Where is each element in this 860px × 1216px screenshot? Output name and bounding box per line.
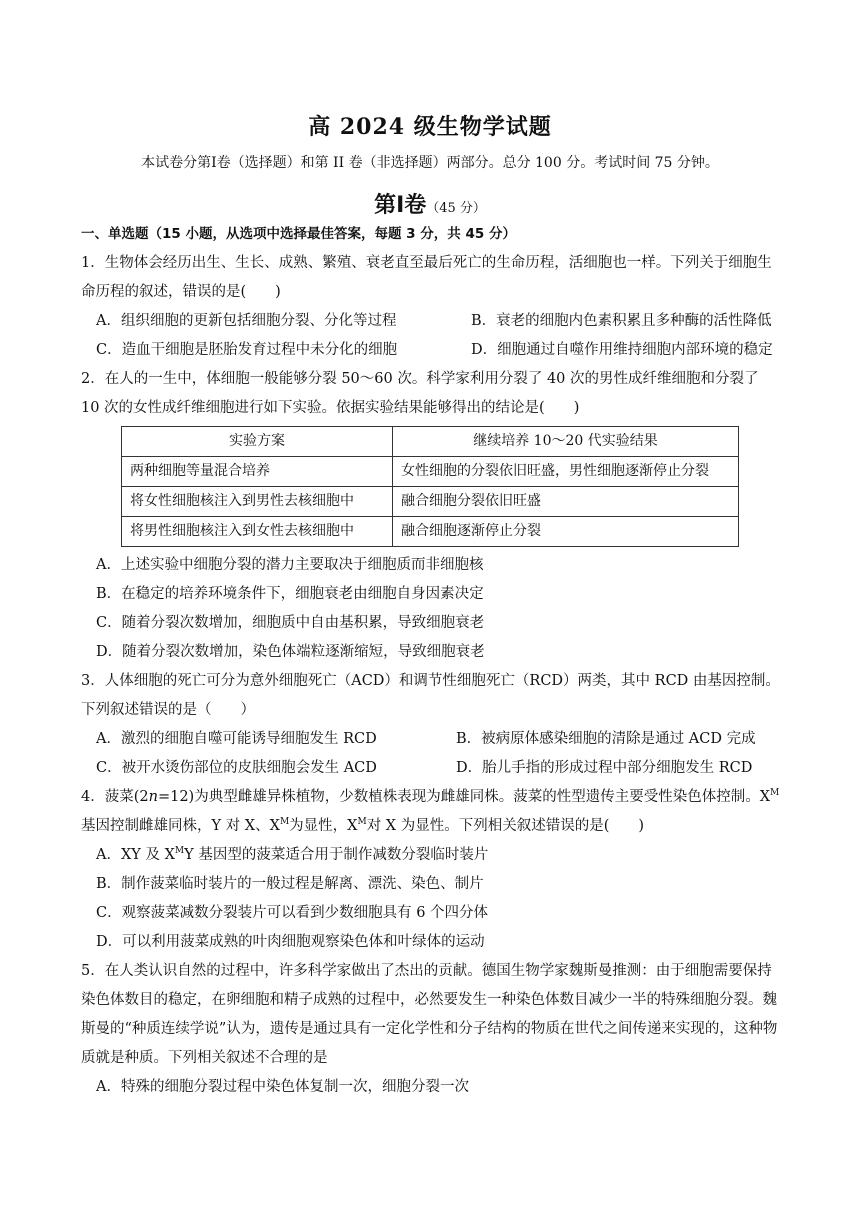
q1-option-c: C．造血干细胞是胚胎发育过程中未分化的细胞	[96, 342, 398, 358]
q4-stem-variable: n	[148, 789, 158, 805]
table-cell: 两种细胞等量混合培养	[122, 457, 393, 487]
q1-options-row2	[81, 336, 781, 365]
table-header-row	[122, 427, 739, 457]
q3-options-row1	[81, 725, 781, 754]
q1-options-row1	[81, 307, 781, 336]
q4-option-a-text: Y 基因型的菠菜适合用于制作减数分裂临时装片	[184, 847, 489, 863]
q1-option-b: B．衰老的细胞内色素积累且多种酶的活性降低	[471, 313, 772, 329]
q4-stem-text: 对 X 为显性。下列相关叙述错误的是( )	[366, 818, 645, 834]
q4-superscript: M	[279, 817, 290, 827]
section-heading	[0, 188, 860, 219]
part-heading: 一、单选题（15 小题，从选项中选择最佳答案，每题 3 分，共 45 分）	[81, 226, 516, 242]
q4-option-a	[81, 841, 781, 870]
q4-option-b: B．制作菠菜临时装片的一般过程是解离、漂洗、染色、制片	[96, 876, 484, 892]
table-row	[122, 517, 739, 547]
q4-stem-text: 为显性，X	[289, 818, 358, 834]
questions	[81, 220, 781, 1102]
section-name: 第Ⅰ卷	[374, 193, 427, 218]
q4-stem-text: X	[759, 789, 771, 805]
table-cell: 融合细胞逐渐停止分裂	[393, 517, 739, 547]
table-cell: 将女性细胞核注入到男性去核细胞中	[122, 487, 393, 517]
q4-option-d: D．可以利用菠菜成熟的叶肉细胞观察染色体和叶绿体的运动	[96, 934, 485, 950]
table-header-cell: 实验方案	[122, 427, 393, 457]
q4-superscript: M	[770, 788, 780, 798]
q3-option-b: B．被病原体感染细胞的清除是通过 ACD 完成	[456, 731, 756, 747]
q3-option-a: A．激烈的细胞自噬可能诱导细胞发生 RCD	[96, 731, 377, 747]
table-cell: 将男性细胞核注入到女性去核细胞中	[122, 517, 393, 547]
q5-stem: 5．在人类认识自然的过程中，许多科学家做出了杰出的贡献。德国生物学家魏斯曼推测：由于细胞需要保持染色体数目的稳定，在卵细胞和精子成熟的过程中，必然要发生一种染色体数目减少一半的特殊细胞分裂。魏斯曼的“种质连续学说”认为，遗传是通过具有一定化学性和分子结构的物质在世代之间传递来实现的，这种物质就是种质。下列相关叙述不合理的是	[81, 963, 778, 1066]
q4-superscript: M	[174, 846, 185, 856]
table-cell: 融合细胞分裂依旧旺盛	[393, 487, 739, 517]
q3-option-c: C．被开水烫伤部位的皮肤细胞会发生 ACD	[96, 760, 377, 776]
q2-experiment-table	[121, 426, 739, 547]
q3-option-d: D．胎儿手指的形成过程中部分细胞发生 RCD	[456, 760, 753, 776]
q2-option-d: D．随着分裂次数增加，染色体端粒逐渐缩短，导致细胞衰老	[96, 644, 485, 660]
table-cell: 女性细胞的分裂依旧旺盛，男性细胞逐渐停止分裂	[393, 457, 739, 487]
q4-superscript: M	[357, 817, 367, 827]
table-row	[122, 457, 739, 487]
q1-option-a: A．组织细胞的更新包括细胞分裂、分化等过程	[96, 313, 397, 329]
q3-stem: 3．人体细胞的死亡可分为意外细胞死亡（ACD）和调节性细胞死亡（RCD）两类，其中 RCD 由基因控制。下列叙述错误的是（ ）	[81, 673, 780, 718]
table-row	[122, 487, 739, 517]
q2-stem: 2．在人的一生中，体细胞一般能够分裂 50～60 次。科学家利用分裂了 40 次的男性成纤维细胞和分裂了 10 次的女性成纤维细胞进行如下实验。依据实验结果能够得出的结论是( )	[81, 371, 759, 416]
table-header-cell: 继续培养 10～20 代实验结果	[393, 427, 739, 457]
q3-options-row2	[81, 754, 781, 783]
q1-stem: 1．生物体会经历出生、生长、成熟、繁殖、衰老直至最后死亡的生命历程，活细胞也一样。下列关于细胞生命历程的叙述，错误的是( )	[81, 255, 772, 300]
section-score: （45 分）	[426, 201, 486, 216]
exam-title: 高 2024 级生物学试题	[308, 114, 552, 140]
q2-option-a: A．上述实验中细胞分裂的潜力主要取决于细胞质而非细胞核	[96, 557, 484, 573]
q4-stem	[81, 783, 781, 841]
q4-stem-text: =12)为典型雌雄异株植物，少数植株表现为雌雄同株。菠菜的性型遗传主要受性染色体控制。	[157, 789, 760, 805]
q4-option-c: C．观察菠菜减数分裂装片可以看到少数细胞具有 6 个四分体	[96, 905, 489, 921]
q2-option-c: C．随着分裂次数增加，细胞质中自由基积累，导致细胞衰老	[96, 615, 485, 631]
q2-option-b: B．在稳定的培养环境条件下，细胞衰老由细胞自身因素决定	[96, 586, 484, 602]
q4-stem-text: 4．菠菜(2	[81, 789, 149, 805]
q1-option-d: D．细胞通过自噬作用维持细胞内部环境的稳定	[471, 342, 773, 358]
q4-option-a-text: A．XY 及 X	[96, 847, 175, 863]
exam-intro: 本试卷分第Ⅰ卷（选择题）和第 II 卷（非选择题）两部分。总分 100 分。考试时间 75 分钟。	[141, 155, 719, 171]
q5-option-a: A．特殊的细胞分裂过程中染色体复制一次，细胞分裂一次	[96, 1079, 469, 1095]
q4-stem-text: 基因控制雌雄同株，Y 对 X、X	[81, 818, 280, 834]
